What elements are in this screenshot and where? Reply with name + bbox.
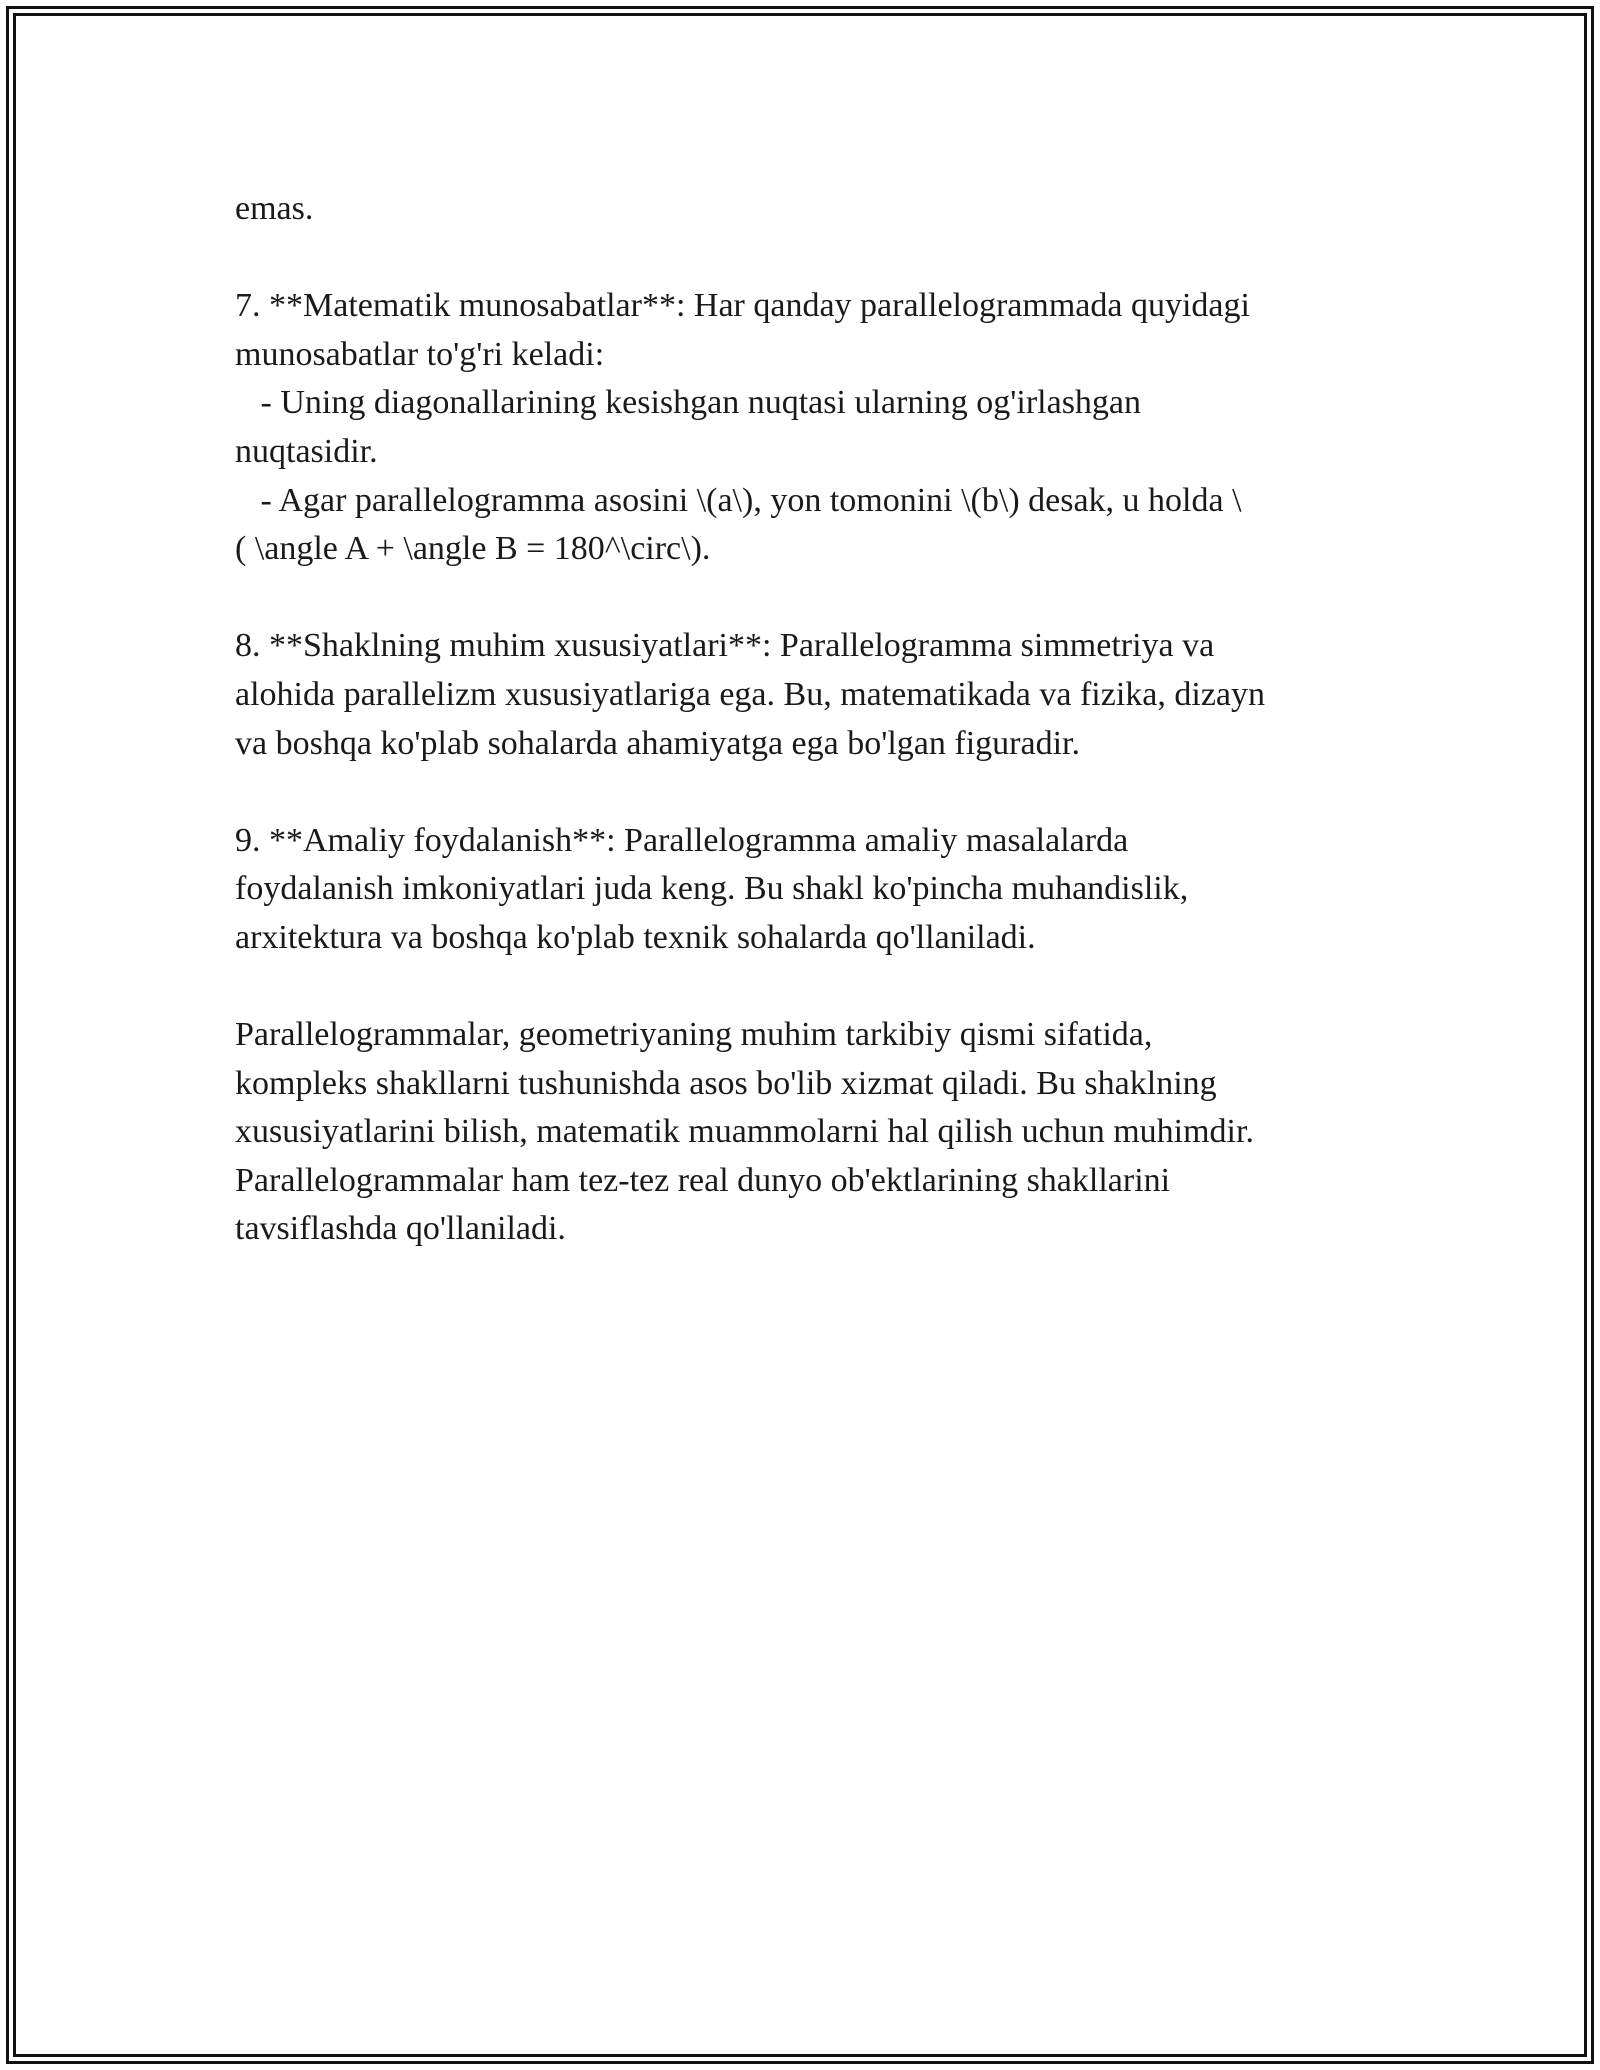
text-line: kompleks shakllarni tushunishda asos bo'lib xizmat qiladi. Bu shaklning: [235, 1064, 1217, 1102]
paragraph-item-8: [235, 622, 1355, 768]
paragraph-continuation: [235, 185, 1355, 234]
text-line: 8. **Shaklning muhim xususiyatlari**: Parallelogramma simmetriya va: [235, 627, 1215, 665]
text-line: tavsiflashda qo'llaniladi.: [235, 1210, 566, 1248]
text-line: arxitektura va boshqa ko'plab texnik sohalarda qo'llaniladi.: [235, 918, 1036, 956]
paragraph-item-9: [235, 817, 1355, 963]
text-line: - Agar parallelogramma asosini \(a\), yon tomonini \(b\) desak, u holda \: [235, 481, 1242, 519]
paragraph-item-7: [235, 282, 1355, 574]
text-line: Parallelogrammalar, geometriyaning muhim tarkibiy qismi sifatida,: [235, 1016, 1153, 1054]
paragraph-conclusion: [235, 1011, 1355, 1254]
text-line: foydalanish imkoniyatlari juda keng. Bu shakl ko'pincha muhandislik,: [235, 870, 1189, 908]
text-line: Parallelogrammalar ham tez-tez real dunyo ob'ektlarining shakllarini: [235, 1161, 1171, 1199]
text-line: emas.: [235, 190, 314, 227]
text-line: alohida parallelizm xususiyatlariga ega. Bu, matematikada va fizika, dizayn: [235, 675, 1265, 713]
text-line: nuqtasidir.: [235, 432, 378, 470]
text-line: ( \angle A + \angle B = 180^\circ\).: [235, 530, 711, 568]
text-line: va boshqa ko'plab sohalarda ahamiyatga ega bo'lgan figuradir.: [235, 724, 1080, 762]
text-line: - Uning diagonallarining kesishgan nuqtasi ularning og'irlashgan: [235, 384, 1142, 422]
text-line: xususiyatlarini bilish, matematik muammolarni hal qilish uchun muhimdir.: [235, 1113, 1254, 1151]
document-body: [235, 185, 1355, 1303]
text-line: munosabatlar to'g'ri keladi:: [235, 335, 605, 373]
text-line: 7. **Matematik munosabatlar**: Har qanday parallelogrammada quyidagi: [235, 287, 1250, 325]
text-line: 9. **Amaliy foydalanish**: Parallelogramma amaliy masalalarda: [235, 821, 1129, 859]
